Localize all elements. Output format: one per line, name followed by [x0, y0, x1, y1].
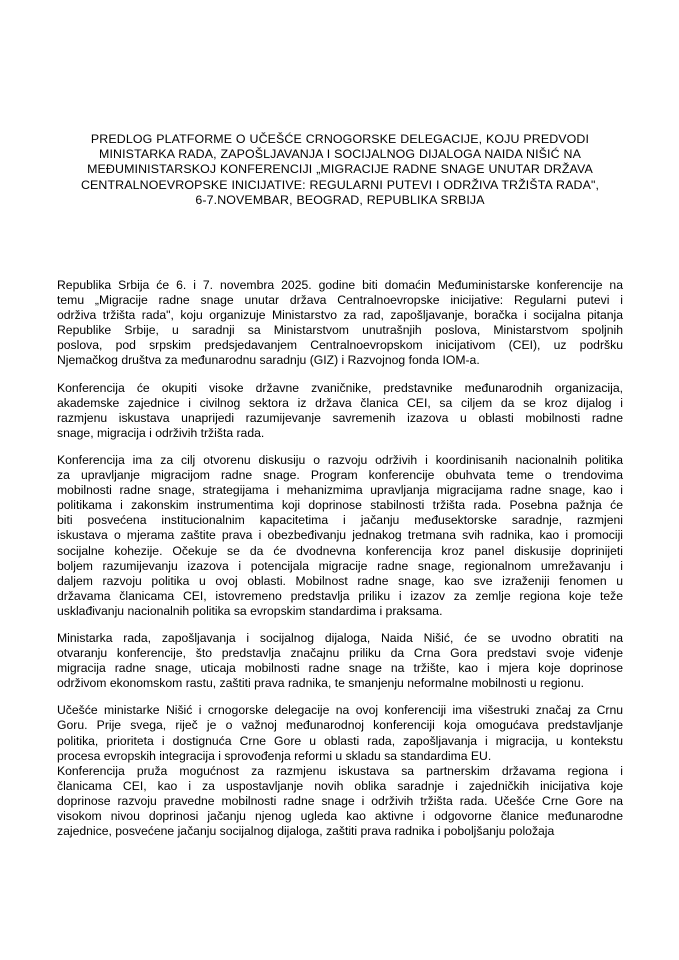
paragraph — [57, 703, 623, 763]
paragraph-line: Konferencija ima za cilj otvorenu diskusiju o razvoju održivih i koordinisanih nacionalnih politika — [57, 452, 623, 467]
paragraph-line: politika, prioriteta i dostignuća Crne Gore u oblasti rada, zapošljavanja i migracija, u kontekstu — [57, 733, 623, 748]
paragraph-line: Njemačkog društva za međunarodnu saradnju (GIZ) i Razvojnog fonda IOM-a. — [57, 353, 480, 368]
title-line-2: MINISTARKA RADA, ZAPOŠLJAVANJA I SOCIJALNOG DIJALOGA NAIDA NIŠIĆ NA — [99, 147, 581, 162]
document-title — [57, 132, 623, 208]
paragraph — [57, 764, 623, 839]
title-line-5: 6-7.NOVEMBAR, BEOGRAD, REPUBLIKA SRBIJA — [195, 192, 485, 207]
paragraph-line: zajednice, posvećene jačanju socijalnog dijaloga, zaštiti prava radnika i poboljšanju položaja — [57, 824, 555, 839]
paragraph-line: članicama CEI, kao i za uspostavljanje novih oblika saradnje i zajedničkih inicijativa koje — [57, 778, 623, 793]
paragraph — [57, 631, 623, 691]
paragraph-line: Goru. Prije svega, riječ je o važnoj međunarodnoj konferenciji koja omogućava predstavljanje — [57, 718, 623, 733]
paragraph — [57, 278, 623, 369]
paragraph — [57, 381, 623, 441]
title-line-1: PREDLOG PLATFORME O UČEŠĆE CRNOGORSKE DELEGACIJE, KOJU PREDVODI — [90, 132, 590, 146]
paragraph-line: održiva tržišta rada", koju organizuje Ministarstvo za rad, zapošljavanje, boračka i socijalna pitanja — [57, 308, 623, 323]
paragraph-line: poslova, pod srpskim predsjedavanjem Centralnoevropskom inicijativom (CEI), uz podršku — [57, 338, 623, 353]
paragraph-line: održivom ekonomskom rastu, zaštiti prava radnika, te smanjenju neformalne mobilnosti u regionu. — [57, 676, 585, 691]
title-line-4: CENTRALNOEVROPSKE INICIJATIVE: REGULARNI PUTEVI I ODRŽIVA TRŽIŠTA RADA", — [80, 177, 600, 192]
paragraph-line: doprinose razvoju pravedne mobilnosti radne snage i održivih tržišta rada. Učešće Crne Gore na — [57, 793, 623, 808]
paragraph-line: migracija radne snage, uticaja mobilnosti radne snage na tržište, kao i mjera koje doprinose — [57, 661, 623, 676]
paragraph-line: akademske zajednice i civilnog sektora iz država članica CEI, sa ciljem da se kroz dijalog i — [57, 395, 623, 410]
paragraph-line: biti posvećena institucionalnim kapacitetima i jačanju međusektorske saradnje, razmjeni — [57, 513, 623, 528]
paragraph-line: visokom nivou doprinosi jačanju njenog ugleda kao aktivne i odgovorne članice međunarodne — [57, 809, 623, 823]
document-body — [57, 278, 623, 839]
paragraph-line: procesa evropskih integracija i sprovođenja reformi u skladu sa standardima EU. — [57, 748, 492, 763]
paragraph-line: otvaranju konferencije, što predstavlja značajnu priliku da Crna Gora predstavi svoje viđenje — [57, 646, 623, 661]
paragraph-line: temu „Migracije radne snage unutar država Centralnoevropske inicijative: Regularni putevi i — [57, 293, 623, 308]
paragraph-line: boljem razumijevanju izazova i potencijala migracije radne snage, regionalnom umrežavanju i — [57, 558, 623, 573]
paragraph-line: Republike Srbije, u saradnji sa Ministarstvom unutrašnjih poslova, Ministarstvom spoljnih — [57, 323, 623, 338]
paragraph-line: Učešće ministarke Nišić i crnogorske delegacije na ovoj konferenciji ima višestruki značaj za Crnu — [57, 703, 623, 718]
paragraph-line: Republika Srbija će 6. i 7. novembra 2025. godine biti domaćin Međuministarske konferencije na — [57, 278, 623, 292]
paragraph-line: daljem razvoju politika u ovoj oblasti. Mobilnost radne snage, kao sve izraženiji fenomen u — [57, 573, 623, 588]
paragraph-line: politikama i zakonskim instrumentima koji doprinose stabilnosti tržišta rada. Posebna pažnja će — [57, 498, 623, 513]
paragraph-line: usklađivanju nacionalnih politika sa evropskim standardima i praksama. — [57, 603, 443, 618]
paragraph-line: Ministarka rada, zapošljavanja i socijalnog dijaloga, Naida Nišić, će se uvodno obratiti na — [57, 630, 623, 645]
paragraph-line: razmjenu iskustava unaprijedi razumijevanje savremenih izazova u oblasti mobilnosti radne — [57, 410, 623, 425]
paragraph-line: za upravljanje migracijom radne snage. Program konferencije obuhvata teme o trendovima — [57, 468, 623, 483]
paragraph — [57, 453, 623, 619]
paragraph-line: socijalne kohezije. Očekuje se da će dvodnevna konferencija kroz panel diskusije doprinijeti — [57, 543, 623, 558]
paragraph-line: iskustava o mjerama zaštite prava i obezbeđivanju jednakog tretmana svih radnika, kao i promociji — [57, 528, 623, 543]
paragraph-line: Konferencija će okupiti visoke državne zvaničnike, predstavnike međunarodnih organizacija, — [57, 380, 623, 395]
paragraph-line: Konferencija pruža mogućnost za razmjenu iskustava sa partnerskim državama regiona i — [57, 763, 623, 778]
paragraph-line: mobilnosti radne snage, strategijama i mehanizmima upravljanja migracijama radne snage, kao i — [57, 483, 623, 498]
paragraph-line: snage, migracija i održivih tržišta rada. — [57, 425, 265, 440]
title-line-3: MEĐUMINISTARSKOJ KONFERENCIJI „MIGRACIJE RADNE SNAGE UNUTAR DRŽAVA — [87, 162, 593, 177]
paragraph-line: državama članicama CEI, istovremeno predstavlja priliku i izazov za zemlje regiona koje teže — [57, 588, 623, 603]
